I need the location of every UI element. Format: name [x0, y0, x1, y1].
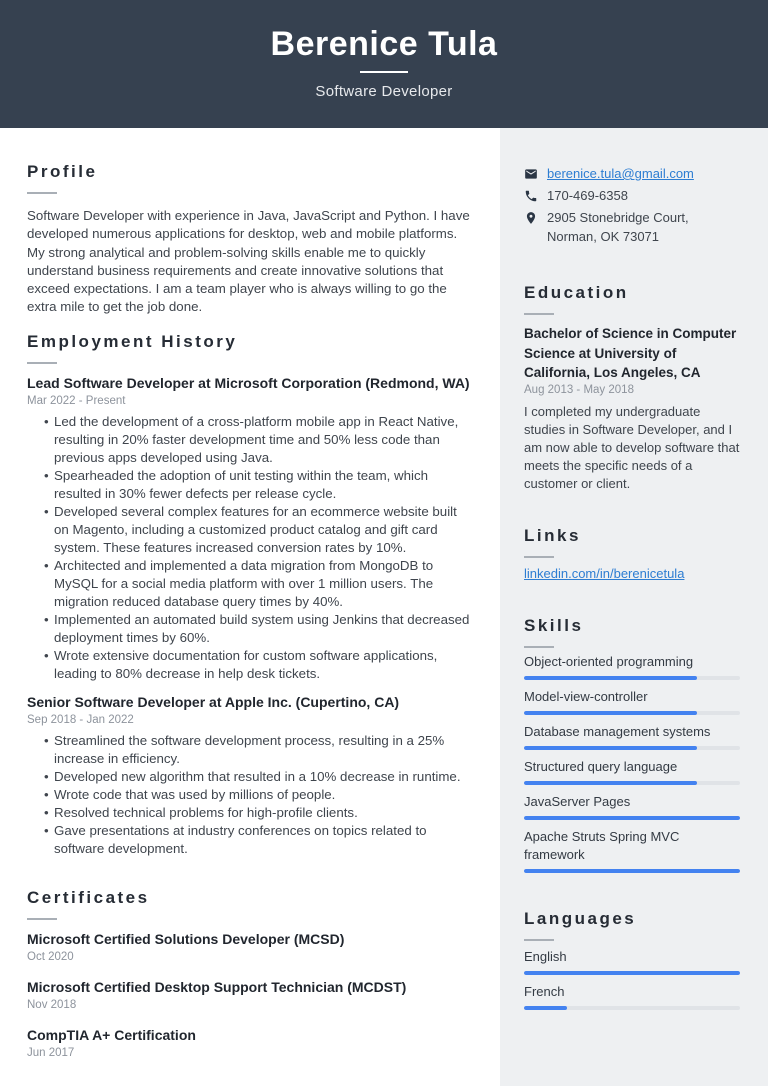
phone-number: 170-469-6358 [547, 188, 628, 203]
job-bullet: • Developed new algorithm that resulted in a 10% decrease in runtime. [54, 768, 470, 786]
address-text: 2905 Stonebridge Court, Norman, OK 73071 [547, 210, 689, 244]
education-dates: Aug 2013 - May 2018 [524, 383, 634, 396]
certificate-date: Oct 2020 [27, 950, 74, 963]
skill-bar [524, 746, 740, 750]
profile-section [27, 161, 470, 317]
heading-rule [524, 313, 554, 315]
person-name: Berenice Tula [270, 25, 498, 63]
language-list [524, 948, 740, 1010]
certificate-entry [27, 978, 470, 1012]
skill-bar-fill [524, 746, 697, 750]
heading-rule [524, 646, 554, 648]
languages-section [524, 908, 740, 1010]
location-icon [524, 211, 538, 225]
name-divider [360, 71, 408, 73]
skill-name: Apache Struts Spring MVC framework [524, 828, 680, 862]
contact-section [524, 164, 740, 246]
job-bullet-list [27, 413, 470, 683]
skill-item [524, 653, 740, 680]
skill-bar-fill [524, 711, 697, 715]
job-entry [27, 693, 470, 858]
language-item [524, 983, 740, 1010]
certificates-heading: Certificates [27, 887, 150, 907]
email-icon [524, 167, 538, 181]
job-bullet: • Gave presentations at industry conferences on topics related to software development. [54, 822, 470, 858]
job-bullet: • Spearheaded the adoption of unit testing within the team, which resulted in 30% fewer defects per release cycle. [54, 467, 470, 503]
skills-section [524, 615, 740, 873]
links-heading: Links [524, 525, 581, 545]
language-bar-fill [524, 1006, 567, 1010]
heading-rule [524, 939, 554, 941]
skill-item [524, 688, 740, 715]
phone-icon [524, 189, 538, 203]
job-bullet: • Architected and implemented a data migration from MongoDB to MySQL for a social media platform with over 1 million users. The migration reduced database query times by 40%. [54, 557, 470, 611]
certificate-entry [27, 1026, 470, 1060]
skill-item [524, 758, 740, 785]
profile-text: Software Developer with experience in Java, JavaScript and Python. I have developed numerous applications for desktop, web and mobile platforms. My strong analytical and problem-solving skills enable me to quickly understand business requirements and create innovative solutions that exceed expectations. I am a team player who is always willing to go the extra mile to get the job done. [27, 208, 470, 315]
skill-item [524, 793, 740, 820]
job-entry [27, 374, 470, 683]
skills-heading: Skills [524, 615, 584, 635]
job-bullet: • Streamlined the software development process, resulting in a 25% increase in efficiency. [54, 732, 470, 768]
heading-rule [27, 918, 57, 920]
job-dates: Mar 2022 - Present [27, 394, 126, 407]
job-title: Senior Software Developer at Apple Inc. (Cupertino, CA) [27, 693, 400, 710]
job-bullet: • Implemented an automated build system using Jenkins that decreased deployment times by 60%. [54, 611, 470, 647]
education-section [524, 282, 740, 493]
email-link[interactable]: berenice.tula@gmail.com [547, 166, 694, 181]
skill-bar [524, 816, 740, 820]
skill-name: JavaServer Pages [524, 793, 631, 809]
skill-item [524, 828, 740, 873]
degree-title: Bachelor of Science in Computer Science at University of California, Los Angeles, CA [524, 326, 737, 380]
language-name: French [524, 983, 565, 999]
language-bar [524, 1006, 740, 1010]
skill-bar-fill [524, 816, 740, 820]
certificate-entry [27, 930, 470, 964]
heading-rule [524, 556, 554, 558]
job-bullet: • Wrote code that was used by millions of people. [54, 786, 470, 804]
contact-email-row [524, 164, 740, 183]
main-column [0, 128, 500, 1086]
languages-heading: Languages [524, 908, 637, 928]
skill-list [524, 653, 740, 873]
job-bullet-list [27, 732, 470, 858]
language-bar [524, 971, 740, 975]
skill-bar-fill [524, 869, 740, 873]
skill-bar [524, 781, 740, 785]
job-bullet: • Developed several complex features for an ecommerce website built on Magento, including a customized product catalog and gift card system. These features increased conversion rates by 10%. [54, 503, 470, 557]
heading-rule [27, 192, 57, 194]
skill-name: Database management systems [524, 723, 711, 739]
job-bullet: • Wrote extensive documentation for custom software applications, leading to 80% decrease in help desk tickets. [54, 647, 470, 683]
skill-name: Object-oriented programming [524, 653, 694, 669]
skill-bar [524, 711, 740, 715]
employment-heading: Employment History [27, 331, 238, 351]
certificate-title: Microsoft Certified Desktop Support Technician (MCDST) [27, 978, 407, 995]
skill-name: Model-view-controller [524, 688, 648, 704]
resume-header [0, 0, 768, 128]
certificates-section [27, 887, 470, 1060]
skill-bar-fill [524, 781, 697, 785]
skill-bar [524, 676, 740, 680]
certificate-title: CompTIA A+ Certification [27, 1026, 196, 1043]
content-columns [0, 128, 768, 1086]
skill-bar-fill [524, 676, 697, 680]
skill-name: Structured query language [524, 758, 678, 774]
education-heading: Education [524, 283, 629, 302]
language-bar-fill [524, 971, 740, 975]
employment-section [27, 331, 470, 858]
job-bullet: • Resolved technical problems for high-profile clients. [54, 804, 470, 822]
contact-address-row [524, 208, 740, 246]
job-dates: Sep 2018 - Jan 2022 [27, 713, 134, 726]
skill-item [524, 723, 740, 750]
language-name: English [524, 948, 567, 964]
education-description: I completed my undergraduate studies in Software Developer, and I am now able to develop software that meets the specific needs of a customer or client. [524, 403, 740, 491]
person-job-title: Software Developer [315, 83, 453, 100]
language-item [524, 948, 740, 975]
job-bullet: • Led the development of a cross-platform mobile app in React Native, resulting in 20% faster development time and 50% less code than previous apps developed using Java. [54, 413, 470, 467]
links-section [524, 525, 740, 583]
contact-phone-row [524, 186, 740, 205]
certificate-title: Microsoft Certified Solutions Developer (MCSD) [27, 930, 345, 947]
heading-rule [27, 362, 57, 364]
skill-bar [524, 869, 740, 873]
profile-heading: Profile [27, 162, 98, 181]
certificate-date: Jun 2017 [27, 1046, 75, 1059]
certificate-date: Nov 2018 [27, 998, 77, 1011]
sidebar-column [500, 128, 768, 1086]
linkedin-link[interactable]: linkedin.com/in/berenicetula [524, 565, 685, 581]
job-title: Lead Software Developer at Microsoft Corporation (Redmond, WA) [27, 374, 470, 391]
